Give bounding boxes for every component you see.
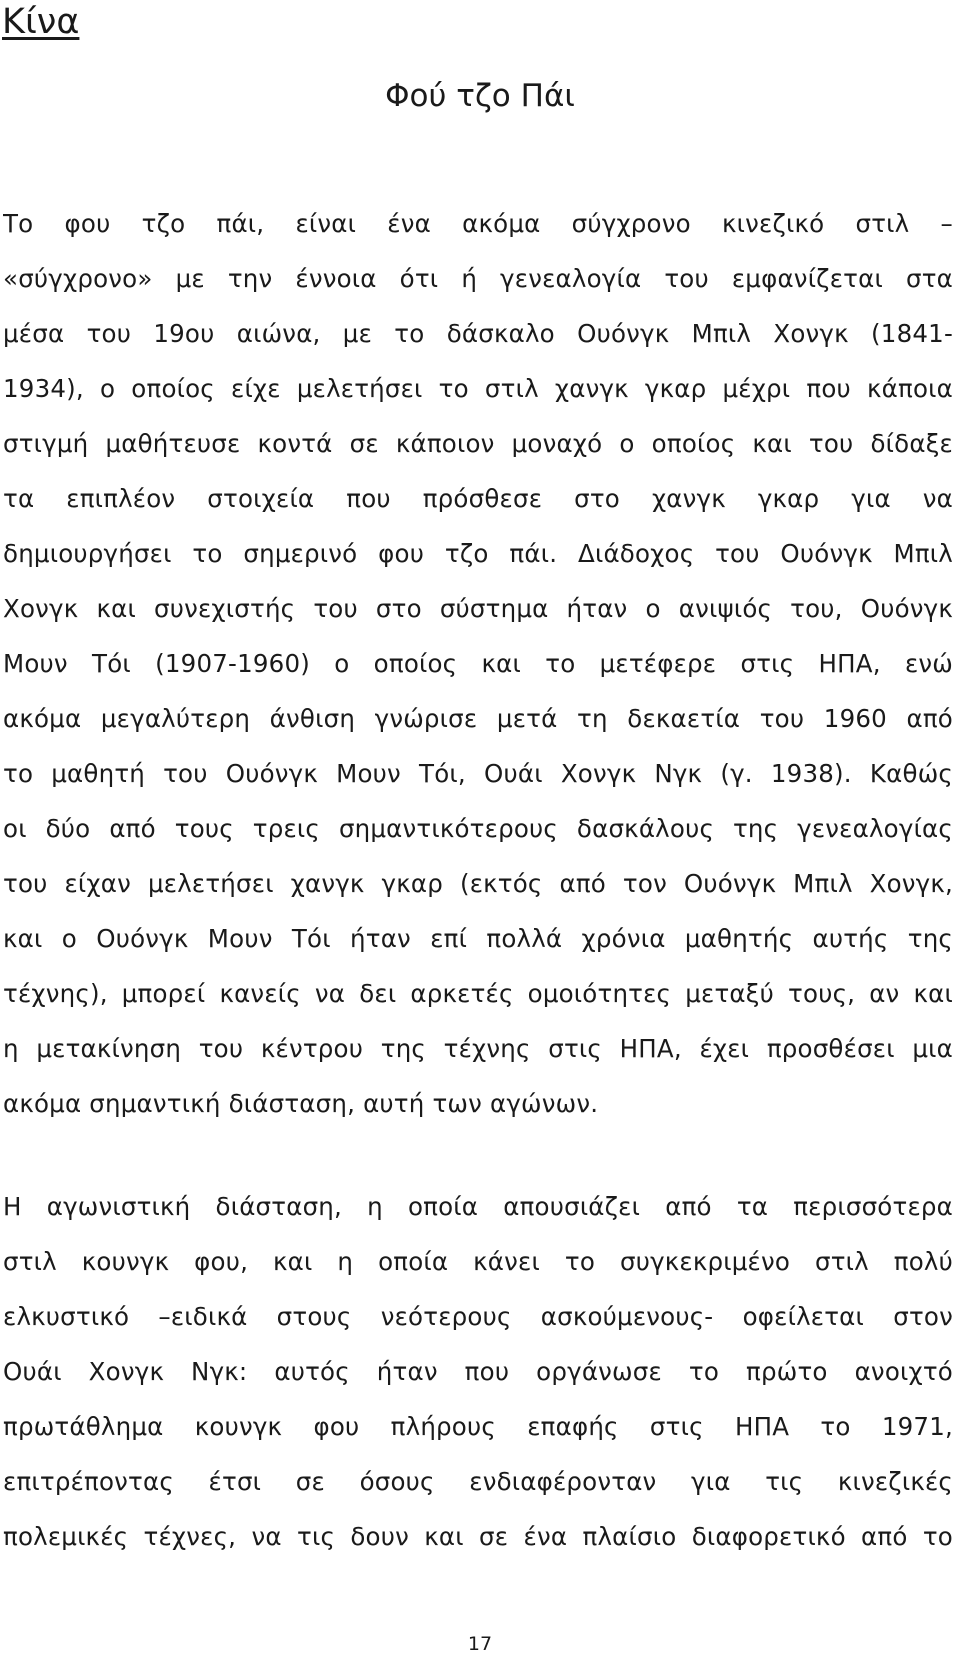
text-line: Η αγωνιστική διάσταση, η οποία απουσιάζει από τα περισσότερα xyxy=(3,1192,953,1221)
text-line: στιγμή μαθήτευσε κοντά σε κάποιον μοναχό ο οποίος και του δίδαξε xyxy=(3,429,953,458)
text-line: οι δύο από τους τρεις σημαντικότερους δασκάλους της γενεαλογίας xyxy=(3,814,953,843)
text-line: ακόμα σημαντική διάσταση, αυτή των αγώνων. xyxy=(3,1089,599,1118)
text-line: τέχνης), μπορεί κανείς να δει αρκετές ομοιότητες μεταξύ τους, αν και xyxy=(3,979,953,1008)
text-line: ελκυστικό –ειδικά στους νεότερους ασκούμενους- οφείλεται στον xyxy=(3,1302,953,1331)
paragraph-1 xyxy=(3,196,953,1131)
text-line: η μετακίνηση του κέντρου της τέχνης στις ΗΠΑ, έχει προσθέσει μια xyxy=(3,1034,953,1063)
text-line: μέσα του 19ου αιώνα, με το δάσκαλο Ουόνγκ Μπιλ Χονγκ (1841- xyxy=(3,319,953,348)
text-line: Ουάι Χονγκ Νγκ: αυτός ήταν που οργάνωσε το πρώτο ανοιχτό xyxy=(3,1357,953,1386)
text-line: Το φου τζο πάι, είναι ένα ακόμα σύγχρονο κινεζικό στιλ – xyxy=(3,209,953,238)
text-line: Χονγκ και συνεχιστής του στο σύστημα ήταν ο ανιψιός του, Ουόνγκ xyxy=(3,594,953,623)
text-line: πολεμικές τέχνες, να τις δουν και σε ένα πλαίσιο διαφορετικό από το xyxy=(3,1522,953,1551)
paragraph-2 xyxy=(3,1179,953,1564)
text-line: του είχαν μελετήσει χανγκ γκαρ (εκτός από τον Ουόνγκ Μπιλ Χονγκ, xyxy=(3,869,953,898)
text-line: ακόμα μεγαλύτερη άνθιση γνώρισε μετά τη δεκαετία του 1960 από xyxy=(3,704,953,733)
text-line: τα επιπλέον στοιχεία που πρόσθεσε στο χανγκ γκαρ για να xyxy=(3,484,953,513)
text-line: 1934), ο οποίος είχε μελετήσει το στιλ χανγκ γκαρ μέχρι που κάποια xyxy=(3,374,953,403)
text-line: το μαθητή του Ουόνγκ Μουν Τόι, Ουάι Χονγκ Νγκ (γ. 1938). Καθώς xyxy=(3,759,953,788)
text-line: επιτρέποντας έτσι σε όσους ενδιαφέρονταν για τις κινεζικές xyxy=(3,1467,953,1496)
page-title: Φού τζο Πάι xyxy=(385,78,575,114)
page-number: 17 xyxy=(467,1633,493,1655)
text-line: δημιουργήσει το σημερινό φου τζο πάι. Διάδοχος του Ουόνγκ Μπιλ xyxy=(3,539,953,568)
text-line: πρωτάθλημα κουνγκ φου πλήρους επαφής στις ΗΠΑ το 1971, xyxy=(3,1412,953,1441)
text-line: στιλ κουνγκ φου, και η οποία κάνει το συγκεκριμένο στιλ πολύ xyxy=(3,1247,953,1276)
text-line: και ο Ουόνγκ Μουν Τόι ήταν επί πολλά χρόνια μαθητής αυτής της xyxy=(3,924,953,953)
text-line: Μουν Τόι (1907-1960) ο οποίος και το μετέφερε στις ΗΠΑ, ενώ xyxy=(3,649,953,678)
text-line: «σύγχρονο» με την έννοια ότι ή γενεαλογία του εμφανίζεται στα xyxy=(3,264,953,293)
section-heading: Κίνα xyxy=(2,2,80,42)
